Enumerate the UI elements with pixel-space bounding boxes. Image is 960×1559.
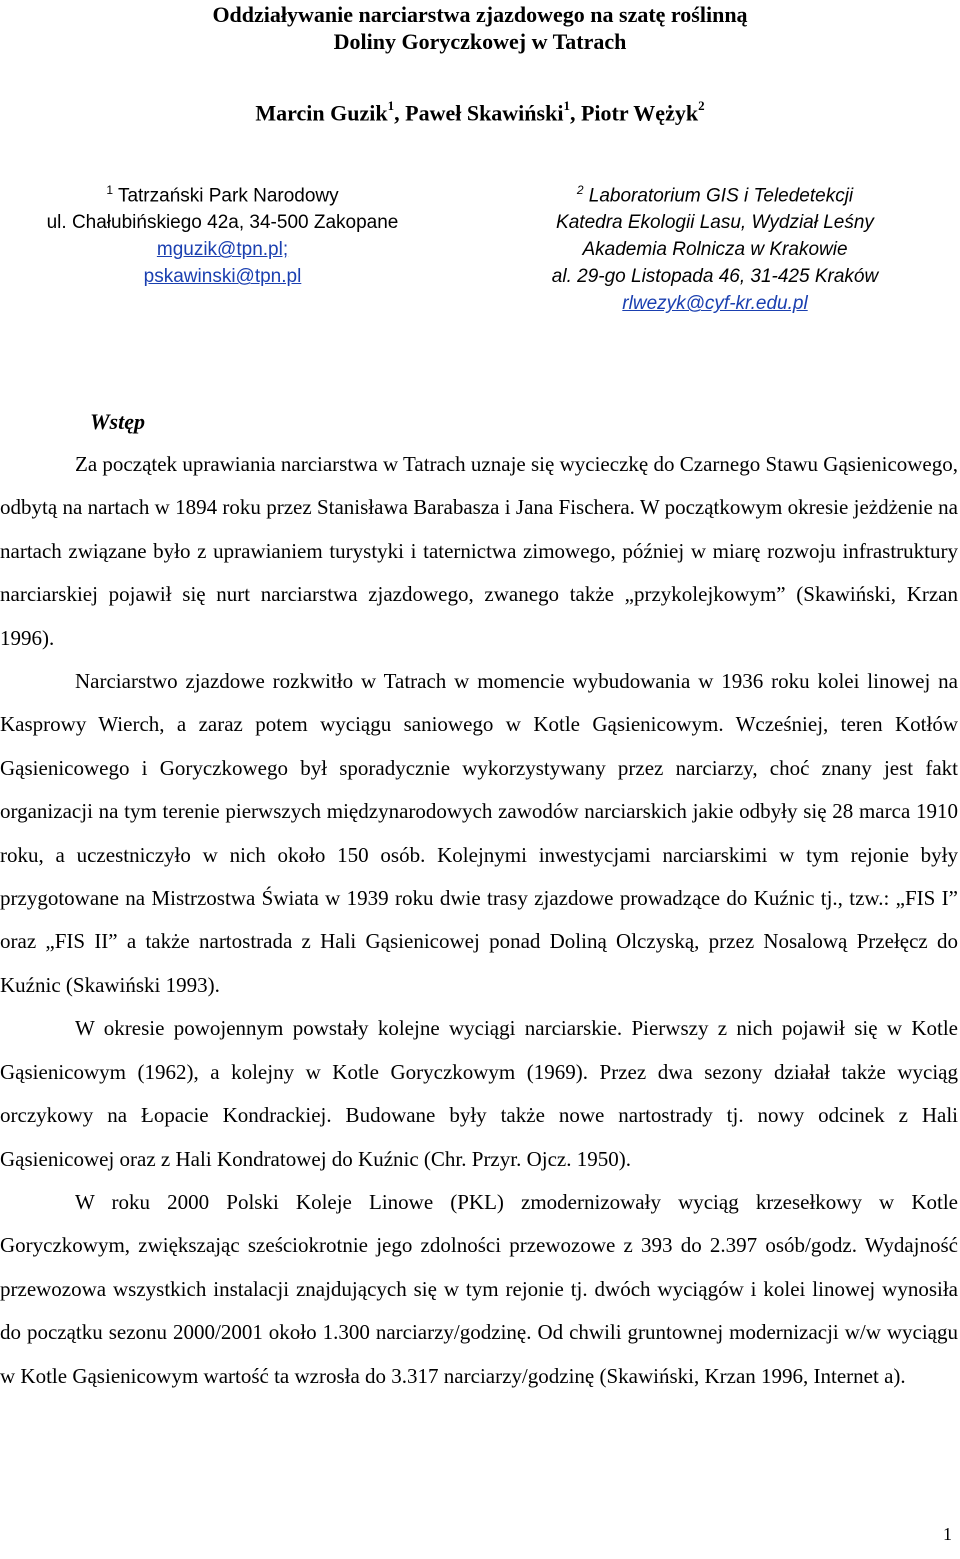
email-link-mguzik[interactable]: mguzik@tpn.pl; xyxy=(156,239,289,261)
affiliation-left xyxy=(0,177,445,290)
author-3-sup: 2 xyxy=(698,98,705,113)
affil-right-line4: al. 29-go Listopada 46, 31-425 Kraków xyxy=(551,266,879,288)
affil-left-line2: ul. Chałubińskiego 42a, 34-500 Zakopane xyxy=(46,212,399,234)
section-heading: Wstęp xyxy=(90,409,145,434)
paragraph-2: Narciarstwo zjazdowe rozkwitło w Tatrach w momencie wybudowania w 1936 roku kolei linowej na Kasprowy Wierch, a zaraz potem wyciągu saniowego w Kotle Gąsienicowym. Wcześniej, teren Kotłów Gąsienicowego i Goryczkowego był sporadycznie wykorzystywany przez narciarzy, choć znany jest fakt organizacji na tym terenie pierwszych międzynarodowych zawodów narciarskich jakie odbyły się 28 marca 1910 roku, a uczestniczyło w nich około 150 osób. Kolejnymi inwestycjami narciarskimi w tym rejonie były przygotowane na Mistrzostwa Świata w 1939 roku dwie trasy zjazdowe prowadzące do Kuźnic tj., tzw.: „FIS I” oraz „FIS II” a także nartostrada z Hali Gąsienicowej ponad Doliną Olczyską, przez Nosalową Przełęcz do Kuźnic (Skawiński 1993). xyxy=(0,669,958,997)
author-3: Piotr Wężyk xyxy=(580,100,699,126)
affil-left-sup: 1 xyxy=(106,183,114,197)
author-2-sup: 1 xyxy=(563,98,570,113)
page-number: 1 xyxy=(943,1524,952,1544)
author-1-sup: 1 xyxy=(387,98,395,113)
affil-left-line1: $^1$ Tatrzański Park Narodowy xyxy=(106,183,339,207)
email-link-rlwezyk[interactable]: rlwezyk@cyf-kr.edu.pl xyxy=(622,293,808,315)
paragraph-3: W okresie powojennym powstały kolejne wyciągi narciarskie. Pierwszy z nich pojawił się w Kotle Gąsienicowym (1962), a kolejny w Kotle Goryczkowym (1969). Przez dwa sezony działał także wyciąg orczykowy na Łopacie Kondrackiej. Budowane były także nowe nartostrady tj. nowy odcinek z Hali Gąsienicowej oraz z Hali Kondratowej do Kuźnic (Chr. Przyr. Ojcz. 1950). xyxy=(0,1016,958,1171)
body-text xyxy=(0,443,958,1398)
paper-title-line2: Doliny Goryczkowej w Tatrach xyxy=(333,29,627,54)
email-link-pskawinski[interactable]: pskawinski@tpn.pl xyxy=(143,266,302,288)
paragraph-1: Za początek uprawiania narciarstwa w Tatrach uznaje się wycieczkę do Czarnego Stawu Gąsienicowego, odbytą na nartach w 1894 roku przez Stanisława Barabasza i Jana Fischera. W początkowym okresie jeżdżenie na nartach związane było z uprawianiem turystyki i taternictwa zimowego, później w miarę rozwoju infrastruktury narciarskiej pojawił się nurt narciarstwa zjazdowego, zwanego także „przykolejkowym” (Skawiński, Krzan 1996). xyxy=(0,452,958,650)
author-1: Marcin Guzik xyxy=(255,100,388,126)
affil-right-line2: Katedra Ekologii Lasu, Wydział Leśny xyxy=(556,212,874,234)
paper-title-line1: Oddziaływanie narciarstwa zjazdowego na szatę roślinną xyxy=(212,2,748,27)
author-2: Paweł Skawiński xyxy=(405,100,564,126)
affil-right-sup: 2 xyxy=(576,183,584,197)
affiliation-right xyxy=(470,177,960,317)
affil-right-line3: Akademia Rolnicza w Krakowie xyxy=(582,239,848,261)
authors: Marcin Guzik$^1$, Paweł Skawiński$^1$, Piotr Wężyk$^2$ xyxy=(255,98,705,126)
affil-right-line1: $^2$ Laboratorium GIS i Teledetekcji xyxy=(576,183,854,207)
paragraph-4: W roku 2000 Polski Koleje Linowe (PKL) zmodernizowały wyciąg krzesełkowy w Kotle Goryczkowym, zwiększając sześciokrotnie jego zdolności przewozowe z 393 do 2.397 osób/godz. Wydajność przewozowa wszystkich instalacji znajdujących się w tym rejonie tj. dwóch wyciągów i kolei linowej wynosiła do początku sezonu 2000/2001 około 1.300 narciarzy/godzinę. Od chwili gruntownej modernizacji w/w wyciągu w Kotle Gąsienicowym wartość ta wzrosła do 3.317 narciarzy/godzinę (Skawiński, Krzan 1996, Internet a). xyxy=(0,1189,958,1388)
